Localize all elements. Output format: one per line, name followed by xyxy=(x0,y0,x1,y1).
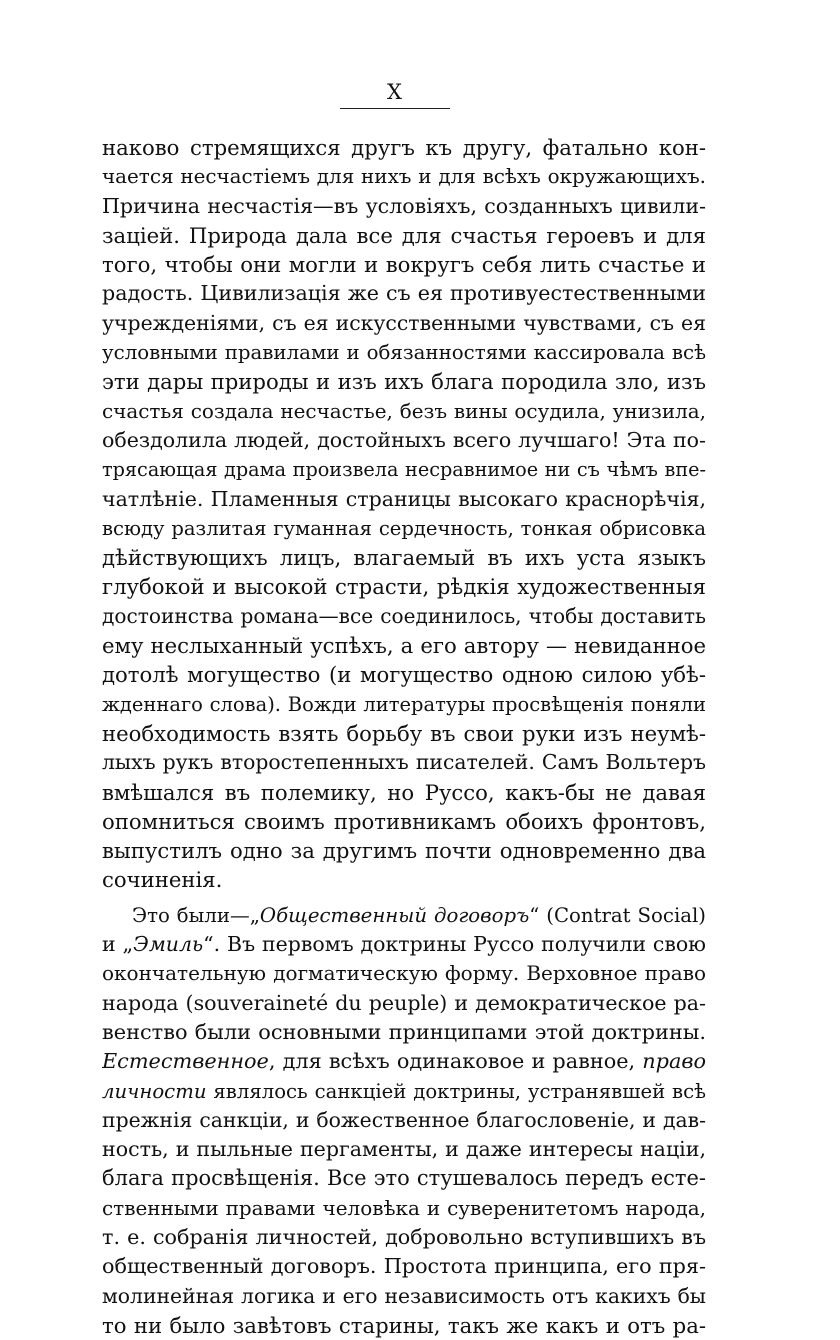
text-segment: достоинства романа—все соединилось, чтобы доставить xyxy=(102,603,706,628)
text-line xyxy=(102,719,706,748)
text-segment: “ (Contrat Social) xyxy=(529,903,706,927)
text-line xyxy=(102,748,706,777)
text-segment: венство были основными принципами этой доктрины. xyxy=(102,1019,706,1044)
text-segment: необходимость взять борьбу въ свои руки изъ неумѣ- xyxy=(102,720,706,746)
text-line xyxy=(102,1282,706,1311)
text-segment: радость. Цивилизація же съ ея противуестественными xyxy=(102,281,706,306)
text-segment: опомниться своимъ противникамъ обоихъ фронтовъ, xyxy=(102,808,706,834)
text-segment: ственными правами человѣка и суверенитетомъ народа, xyxy=(102,1195,706,1220)
text-segment: дотолѣ могущество (и могущество одною силою убѣ- xyxy=(102,662,706,688)
italic-text: Эмиль xyxy=(133,932,204,957)
text-line xyxy=(102,865,706,894)
header-rule xyxy=(340,108,450,109)
text-line xyxy=(102,572,706,601)
text-segment: народа (souveraineté du peuple) и демократическое ра- xyxy=(102,990,706,1015)
text-line xyxy=(102,279,706,308)
text-segment: учрежденіями, съ ея искусственными чувствами, съ ея xyxy=(102,310,706,335)
italic-text: Естественное xyxy=(102,1049,269,1074)
text-segment: вмѣшался въ полемику, но Руссо, какъ-бы не давая xyxy=(102,779,706,805)
text-segment: заціей. Природа дала все для счастья героевъ и для xyxy=(102,222,706,248)
text-line xyxy=(102,1077,706,1106)
text-line xyxy=(102,338,706,367)
text-line xyxy=(102,455,706,484)
text-line xyxy=(102,660,706,689)
text-segment: ность, и пыльные пергаменты, и даже интересы націи, xyxy=(102,1137,706,1162)
text-line xyxy=(102,1018,706,1047)
text-segment: того, чтобы они могли и вокругъ себя лить счастье и xyxy=(102,252,706,278)
paragraph xyxy=(102,133,706,895)
text-line xyxy=(102,901,706,930)
text-segment: лыхъ рукъ второстепенныхъ писателей. Самъ Вольтеръ xyxy=(102,750,706,775)
text-line xyxy=(102,989,706,1018)
text-segment: жденнаго слова). Вожди литературы просвѣщенія поняли xyxy=(102,692,706,716)
text-segment: окончательную догматическую форму. Верховное право xyxy=(102,961,706,986)
text-segment: глубокой и высокой страсти, рѣдкія художественныя xyxy=(102,574,706,600)
text-segment: то ни было завѣтовъ старины, такъ же какъ и отъ ра- xyxy=(102,1312,706,1338)
text-segment: счастья создала несчастье, безъ вины осудила, унизила, xyxy=(102,398,706,423)
text-line xyxy=(102,1311,706,1340)
text-line xyxy=(102,397,706,426)
text-segment: сочиненія. xyxy=(102,867,223,893)
text-segment: “. Въ первомъ доктрины Руссо получили свою xyxy=(203,932,706,957)
text-line xyxy=(102,807,706,836)
text-segment: чается несчастіемъ для нихъ и для всѣхъ окружающихъ. xyxy=(102,165,706,189)
text-segment: т. е. собранія личностей, добровольно вступившихъ въ xyxy=(102,1224,706,1249)
text-line xyxy=(102,778,706,807)
text-line xyxy=(102,836,706,865)
text-line xyxy=(102,543,706,572)
text-segment: выпустилъ одно за другимъ почти одновременно два xyxy=(102,838,706,864)
text-line xyxy=(102,1047,706,1076)
paragraph xyxy=(102,901,706,1340)
text-segment: условными правилами и обязанностями кассировала всѣ xyxy=(102,341,706,365)
text-segment: Это были—„ xyxy=(132,903,260,927)
text-segment: прежнія санкціи, и божественное благословеніе, и дав- xyxy=(102,1107,706,1132)
text-segment: обездолила людей, достойныхъ всего лучшаго! Эта по- xyxy=(102,427,706,452)
text-line xyxy=(102,192,706,221)
text-segment: чатлѣніе. Пламенныя страницы высокаго краснорѣчія, xyxy=(102,486,706,511)
text-segment: и „ xyxy=(102,932,134,957)
text-line xyxy=(102,426,706,455)
text-segment: общественный договоръ. Простота принципа, его пря- xyxy=(102,1254,706,1279)
text-line xyxy=(102,930,706,959)
italic-text: право xyxy=(642,1049,706,1074)
italic-text: Общественный договоръ xyxy=(259,903,530,927)
text-segment: блага просвѣщенія. Все это стушевалось передъ есте- xyxy=(102,1166,706,1191)
text-line xyxy=(102,1252,706,1281)
text-segment: являлось санкціей доктрины, устранявшей всѣ xyxy=(206,1079,706,1103)
text-line xyxy=(102,1164,706,1193)
text-line xyxy=(102,367,706,396)
text-line xyxy=(102,162,706,191)
text-line xyxy=(102,485,706,514)
text-segment: ему неслыханный успѣхъ, а его автору — невиданное xyxy=(102,633,706,659)
text-line xyxy=(102,133,706,162)
text-line xyxy=(102,1106,706,1135)
body-text xyxy=(102,133,706,1340)
text-line xyxy=(102,1135,706,1164)
text-line xyxy=(102,959,706,988)
text-line xyxy=(102,631,706,660)
text-segment: , для всѣхъ одинаковое и равное, xyxy=(268,1049,643,1074)
text-segment: Причина несчастія—въ условіяхъ, созданныхъ цивили- xyxy=(102,193,706,218)
text-line xyxy=(102,1194,706,1223)
text-segment: трясающая драма произвела несравнимое ни съ чѣмъ впе- xyxy=(102,458,706,482)
text-line xyxy=(102,250,706,279)
text-line xyxy=(102,690,706,719)
text-segment: эти дары природы и изъ ихъ блага породила зло, изъ xyxy=(102,369,706,395)
text-segment: молинейная логика и его независимость отъ какихъ бы xyxy=(102,1283,706,1308)
text-line xyxy=(102,602,706,631)
text-line xyxy=(102,221,706,250)
page-number: X xyxy=(387,80,403,104)
italic-text: личности xyxy=(102,1079,207,1103)
text-line xyxy=(102,309,706,338)
text-segment: дѣйствующихъ лицъ, влагаемый въ ихъ уста языкъ xyxy=(102,545,706,571)
text-line xyxy=(102,514,706,543)
text-segment: наково стремящихся другъ къ другу, фатально кон- xyxy=(102,135,706,160)
text-segment: всюду разлитая гуманная сердечность, тонкая обрисовка xyxy=(102,516,706,540)
text-line xyxy=(102,1223,706,1252)
